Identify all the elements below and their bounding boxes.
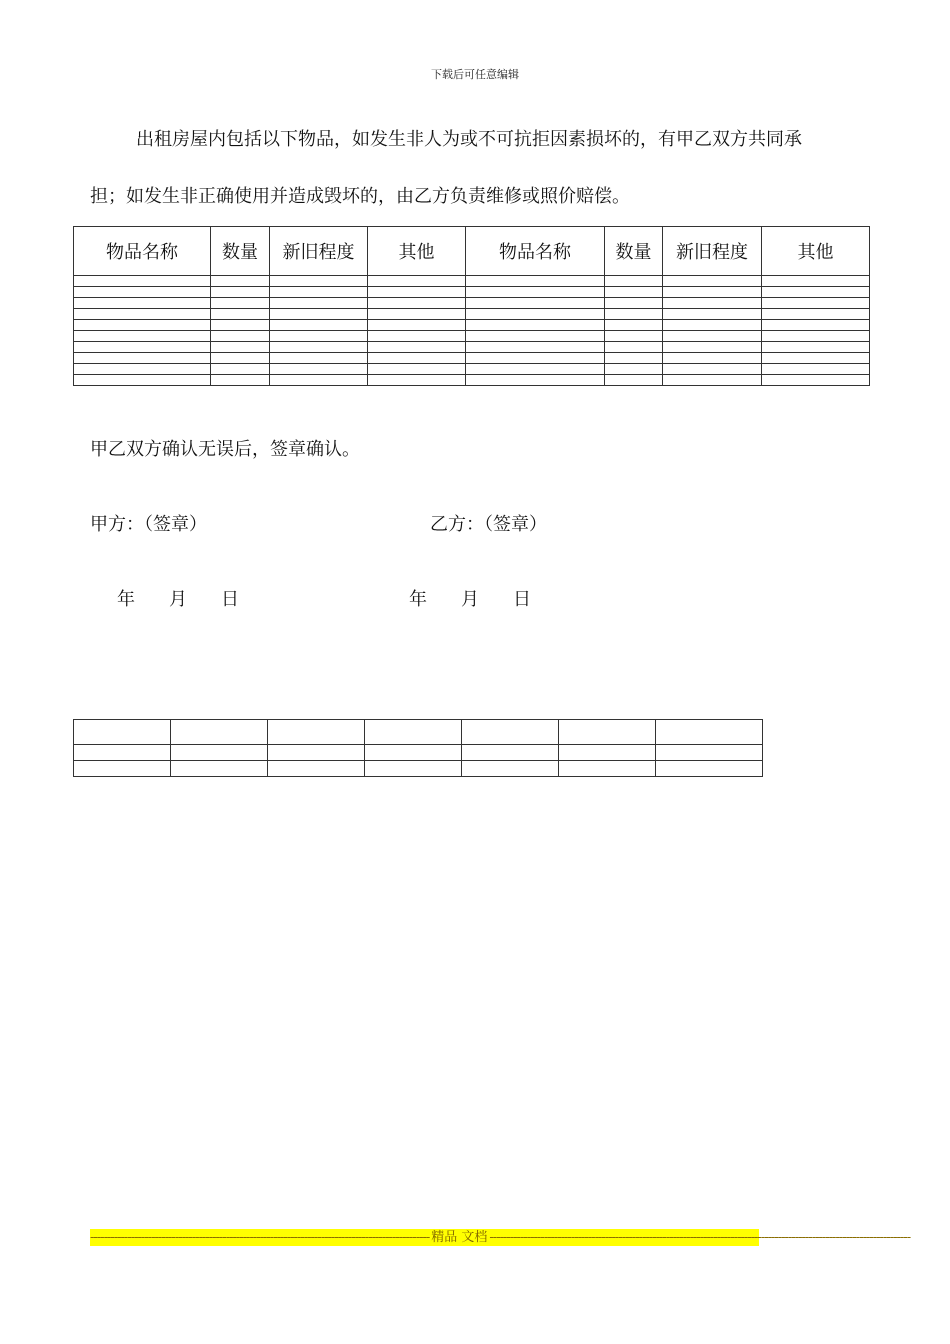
table-cell <box>211 331 270 342</box>
table-cell <box>74 761 171 777</box>
header-item-name-1: 物品名称 <box>74 227 211 276</box>
table-cell <box>368 364 466 375</box>
table-cell <box>663 364 762 375</box>
day-label: 日 <box>513 589 531 610</box>
month-label: 月 <box>169 589 187 610</box>
table-cell <box>559 720 656 745</box>
table-cell <box>762 309 870 320</box>
table-cell <box>365 720 462 745</box>
table-row <box>74 745 763 761</box>
table-row <box>74 353 870 364</box>
year-label: 年 <box>117 589 135 610</box>
table-cell <box>74 309 211 320</box>
table-cell <box>74 353 211 364</box>
table-cell <box>74 276 211 287</box>
table-cell <box>268 761 365 777</box>
table-cell <box>605 287 663 298</box>
items-table-header-row <box>74 227 870 276</box>
table-cell <box>466 375 605 386</box>
header-note: 下载后可任意编辑 <box>431 68 519 81</box>
table-cell <box>762 276 870 287</box>
table-row <box>74 364 870 375</box>
table-cell <box>368 375 466 386</box>
table-row <box>74 287 870 298</box>
table-cell <box>270 287 368 298</box>
table-cell <box>368 298 466 309</box>
table-cell <box>663 320 762 331</box>
table-cell <box>365 745 462 761</box>
table-row <box>74 320 870 331</box>
header-condition-2: 新旧程度 <box>663 227 762 276</box>
year-label: 年 <box>409 589 427 610</box>
table-cell <box>762 375 870 386</box>
table-cell <box>663 298 762 309</box>
table-cell <box>171 761 268 777</box>
party-b-signature-label: 乙方：（签章） <box>430 514 547 535</box>
table-cell <box>559 745 656 761</box>
footer-dashes-left: ---------------------------------------------------------------------------------------------------- <box>90 1230 430 1245</box>
table-row <box>74 761 763 777</box>
table-cell <box>559 761 656 777</box>
table-cell <box>74 720 171 745</box>
table-row <box>74 276 870 287</box>
header-quantity-2: 数量 <box>605 227 663 276</box>
table-cell <box>270 320 368 331</box>
table-cell <box>74 745 171 761</box>
month-label: 月 <box>461 589 479 610</box>
table-cell <box>656 745 763 761</box>
table-row <box>74 375 870 386</box>
table-cell <box>74 342 211 353</box>
table-cell <box>211 353 270 364</box>
table-cell <box>270 353 368 364</box>
table-cell <box>466 353 605 364</box>
table-cell <box>663 375 762 386</box>
table-cell <box>466 287 605 298</box>
table-cell <box>270 375 368 386</box>
header-item-name-2: 物品名称 <box>466 227 605 276</box>
table-cell <box>605 364 663 375</box>
table-cell <box>368 342 466 353</box>
table-cell <box>762 287 870 298</box>
table-cell <box>268 720 365 745</box>
table-cell <box>368 287 466 298</box>
table-cell <box>270 276 368 287</box>
table-cell <box>656 761 763 777</box>
paragraph-line-1: 出租房屋内包括以下物品，如发生非人为或不可抗拒因素损坏的，有甲乙双方共同承 <box>136 129 802 150</box>
table-cell <box>762 320 870 331</box>
table-row <box>74 720 763 745</box>
table-row <box>74 342 870 353</box>
table-cell <box>268 745 365 761</box>
table-cell <box>762 342 870 353</box>
table-cell <box>762 298 870 309</box>
table-row <box>74 298 870 309</box>
table-cell <box>605 320 663 331</box>
table-cell <box>605 298 663 309</box>
party-b-date <box>409 585 565 611</box>
table-cell <box>605 331 663 342</box>
table-cell <box>368 353 466 364</box>
table-cell <box>462 720 559 745</box>
table-cell <box>663 331 762 342</box>
items-intro-paragraph <box>90 110 880 227</box>
table-cell <box>270 364 368 375</box>
table-cell <box>663 342 762 353</box>
table-cell <box>211 287 270 298</box>
table-cell <box>74 375 211 386</box>
table-cell <box>663 309 762 320</box>
table-cell <box>211 375 270 386</box>
table-cell <box>762 331 870 342</box>
table-cell <box>762 353 870 364</box>
table-cell <box>368 309 466 320</box>
table-cell <box>211 364 270 375</box>
table-cell <box>663 276 762 287</box>
blank-table <box>73 719 763 777</box>
table-cell <box>74 364 211 375</box>
header-other-2: 其他 <box>762 227 870 276</box>
table-cell <box>466 309 605 320</box>
day-label: 日 <box>221 589 239 610</box>
table-cell <box>211 309 270 320</box>
table-cell <box>605 276 663 287</box>
table-cell <box>605 309 663 320</box>
footer-dashes-right: ---------------------------------------------------------------------------------------------------------------------------- <box>489 1230 911 1245</box>
table-cell <box>74 298 211 309</box>
table-cell <box>270 298 368 309</box>
party-a-date <box>117 585 273 611</box>
table-cell <box>466 276 605 287</box>
table-cell <box>368 320 466 331</box>
table-cell <box>365 761 462 777</box>
header-condition-1: 新旧程度 <box>270 227 368 276</box>
table-row <box>74 331 870 342</box>
table-cell <box>171 745 268 761</box>
table-cell <box>663 353 762 364</box>
table-cell <box>171 720 268 745</box>
table-cell <box>74 320 211 331</box>
party-a-signature-label: 甲方：（签章） <box>90 514 207 535</box>
table-cell <box>466 364 605 375</box>
table-cell <box>462 745 559 761</box>
table-cell <box>656 720 763 745</box>
table-cell <box>605 342 663 353</box>
table-cell <box>270 309 368 320</box>
table-cell <box>663 287 762 298</box>
header-other-1: 其他 <box>368 227 466 276</box>
confirm-text: 甲乙双方确认无误后，签章确认。 <box>90 439 360 460</box>
table-cell <box>211 276 270 287</box>
table-cell <box>211 320 270 331</box>
footer-banner <box>90 1229 911 1246</box>
table-row <box>74 309 870 320</box>
table-cell <box>466 320 605 331</box>
table-cell <box>211 342 270 353</box>
table-cell <box>466 342 605 353</box>
items-table <box>73 226 870 386</box>
table-cell <box>74 287 211 298</box>
items-table-body <box>74 276 870 386</box>
table-cell <box>211 298 270 309</box>
paragraph-line-2: 担；如发生非正确使用并造成毁坏的，由乙方负责维修或照价赔偿。 <box>90 186 630 207</box>
table-cell <box>466 331 605 342</box>
table-cell <box>762 364 870 375</box>
table-cell <box>270 342 368 353</box>
table-cell <box>368 276 466 287</box>
table-cell <box>270 331 368 342</box>
table-cell <box>605 353 663 364</box>
header-quantity-1: 数量 <box>211 227 270 276</box>
table-cell <box>605 375 663 386</box>
footer-label: 精品 文档 <box>431 1230 488 1245</box>
table-cell <box>74 331 211 342</box>
table-cell <box>466 298 605 309</box>
table-cell <box>368 331 466 342</box>
table-cell <box>462 761 559 777</box>
